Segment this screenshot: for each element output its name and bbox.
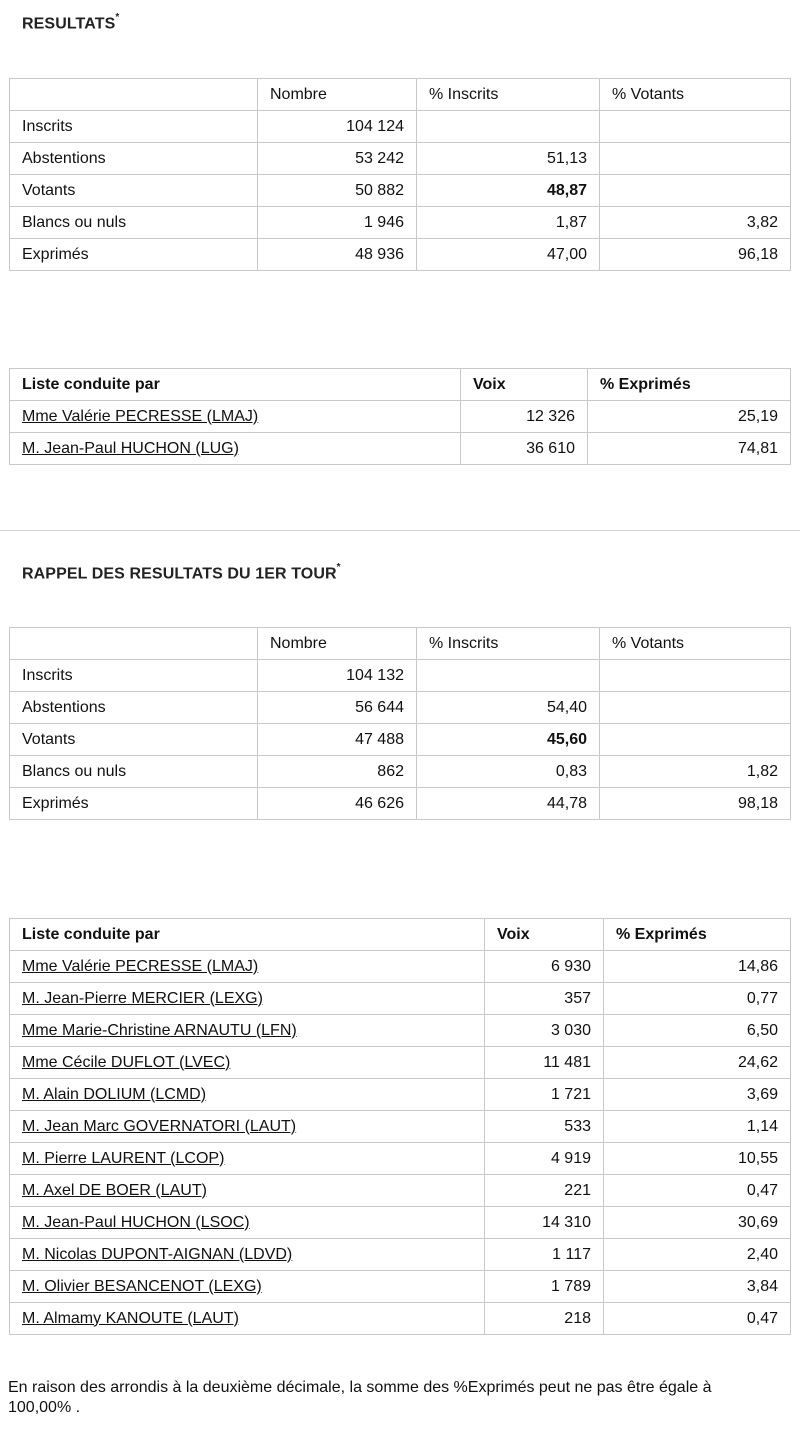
cell-candidate <box>10 1271 485 1303</box>
table-row <box>10 1079 791 1111</box>
lists-table-second-round <box>9 368 791 465</box>
cell-pct-votants: 3,82 <box>600 207 791 239</box>
header-pct-inscrits: % Inscrits <box>417 628 600 660</box>
table-row <box>10 1015 791 1047</box>
cell-pct-inscrits <box>417 111 600 143</box>
cell-voix: 218 <box>485 1303 604 1335</box>
header-voix: Voix <box>461 369 588 401</box>
cell-pct-inscrits <box>417 660 600 692</box>
cell-nombre: 56 644 <box>258 692 417 724</box>
cell-voix: 221 <box>485 1175 604 1207</box>
cell-candidate <box>10 1239 485 1271</box>
table-row <box>10 692 791 724</box>
row-label: Votants <box>10 724 258 756</box>
candidate-link[interactable]: M. Axel DE BOER (LAUT) <box>22 1181 207 1199</box>
cell-pct-exprimes: 10,55 <box>604 1143 791 1175</box>
table-row <box>10 1111 791 1143</box>
cell-candidate <box>10 1143 485 1175</box>
header-liste: Liste conduite par <box>10 919 485 951</box>
row-label: Abstentions <box>10 692 258 724</box>
cell-pct-inscrits: 0,83 <box>417 756 600 788</box>
cell-nombre: 53 242 <box>258 143 417 175</box>
candidate-link[interactable]: M. Pierre LAURENT (LCOP) <box>22 1149 225 1167</box>
table-row <box>10 1175 791 1207</box>
cell-voix: 3 030 <box>485 1015 604 1047</box>
cell-voix: 6 930 <box>485 951 604 983</box>
header-nombre: Nombre <box>258 628 417 660</box>
table-row <box>10 1271 791 1303</box>
table-row <box>10 1207 791 1239</box>
cell-nombre: 48 936 <box>258 239 417 271</box>
cell-pct-exprimes: 6,50 <box>604 1015 791 1047</box>
table-header-row <box>10 79 791 111</box>
cell-pct-exprimes: 25,19 <box>588 401 791 433</box>
cell-pct-inscrits: 48,87 <box>417 175 600 207</box>
table-row <box>10 239 791 271</box>
cell-pct-votants <box>600 692 791 724</box>
cell-voix: 533 <box>485 1111 604 1143</box>
cell-pct-exprimes: 74,81 <box>588 433 791 465</box>
header-pct-exprimes: % Exprimés <box>604 919 791 951</box>
table-row <box>10 111 791 143</box>
table-row <box>10 433 791 465</box>
cell-candidate <box>10 1207 485 1239</box>
cell-pct-votants <box>600 143 791 175</box>
cell-pct-inscrits: 54,40 <box>417 692 600 724</box>
cell-nombre: 104 124 <box>258 111 417 143</box>
candidate-link[interactable]: M. Alain DOLIUM (LCMD) <box>22 1085 207 1103</box>
table-row <box>10 951 791 983</box>
cell-voix: 11 481 <box>485 1047 604 1079</box>
cell-candidate <box>10 1303 485 1335</box>
cell-pct-inscrits: 44,78 <box>417 788 600 820</box>
cell-nombre: 46 626 <box>258 788 417 820</box>
cell-pct-inscrits: 47,00 <box>417 239 600 271</box>
candidate-link[interactable]: M. Jean-Paul HUCHON (LUG) <box>22 439 239 457</box>
cell-candidate <box>10 1015 485 1047</box>
summary-table-first-round <box>9 627 791 820</box>
candidate-link[interactable]: M. Nicolas DUPONT-AIGNAN (LDVD) <box>22 1245 293 1263</box>
section-title-first-round: RAPPEL DES RESULTATS DU 1ER TOUR* <box>22 562 341 583</box>
header-pct-exprimes: % Exprimés <box>588 369 791 401</box>
candidate-link[interactable]: M. Jean-Paul HUCHON (LSOC) <box>22 1213 250 1231</box>
cell-pct-exprimes: 14,86 <box>604 951 791 983</box>
cell-pct-exprimes: 1,14 <box>604 1111 791 1143</box>
table-row <box>10 756 791 788</box>
cell-voix: 12 326 <box>461 401 588 433</box>
candidate-link[interactable]: Mme Valérie PECRESSE (LMAJ) <box>22 407 259 425</box>
cell-pct-votants <box>600 175 791 207</box>
cell-pct-exprimes: 3,84 <box>604 1271 791 1303</box>
cell-nombre: 862 <box>258 756 417 788</box>
cell-nombre: 1 946 <box>258 207 417 239</box>
table-row <box>10 1143 791 1175</box>
header-pct-votants: % Votants <box>600 628 791 660</box>
cell-pct-inscrits: 45,60 <box>417 724 600 756</box>
cell-pct-votants: 98,18 <box>600 788 791 820</box>
cell-pct-exprimes: 0,47 <box>604 1175 791 1207</box>
candidate-link[interactable]: M. Jean Marc GOVERNATORI (LAUT) <box>22 1117 297 1135</box>
row-label: Inscrits <box>10 660 258 692</box>
cell-voix: 1 789 <box>485 1271 604 1303</box>
section-divider <box>0 530 800 531</box>
row-label: Exprimés <box>10 239 258 271</box>
candidate-link[interactable]: M. Almamy KANOUTE (LAUT) <box>22 1309 239 1327</box>
cell-pct-exprimes: 3,69 <box>604 1079 791 1111</box>
table-row <box>10 1239 791 1271</box>
cell-pct-inscrits: 1,87 <box>417 207 600 239</box>
cell-pct-exprimes: 2,40 <box>604 1239 791 1271</box>
table-row <box>10 724 791 756</box>
lists-table-first-round <box>9 918 791 1335</box>
table-row <box>10 207 791 239</box>
table-row <box>10 1303 791 1335</box>
cell-pct-exprimes: 0,77 <box>604 983 791 1015</box>
cell-candidate <box>10 433 461 465</box>
header-pct-inscrits: % Inscrits <box>417 79 600 111</box>
table-row <box>10 983 791 1015</box>
title-asterisk: * <box>115 12 120 23</box>
cell-candidate <box>10 1175 485 1207</box>
table-header-row <box>10 369 791 401</box>
cell-pct-exprimes: 30,69 <box>604 1207 791 1239</box>
table-row <box>10 788 791 820</box>
header-pct-votants: % Votants <box>600 79 791 111</box>
title-asterisk: * <box>336 562 341 573</box>
cell-candidate <box>10 1111 485 1143</box>
header-empty <box>10 79 258 111</box>
candidate-link[interactable]: Mme Cécile DUFLOT (LVEC) <box>22 1053 231 1071</box>
candidate-link[interactable]: Mme Valérie PECRESSE (LMAJ) <box>22 957 259 975</box>
cell-pct-votants <box>600 111 791 143</box>
row-label: Blancs ou nuls <box>10 207 258 239</box>
cell-candidate <box>10 951 485 983</box>
cell-voix: 357 <box>485 983 604 1015</box>
cell-nombre: 50 882 <box>258 175 417 207</box>
cell-voix: 1 117 <box>485 1239 604 1271</box>
cell-voix: 36 610 <box>461 433 588 465</box>
table-row <box>10 660 791 692</box>
header-empty <box>10 628 258 660</box>
cell-pct-exprimes: 0,47 <box>604 1303 791 1335</box>
row-label: Blancs ou nuls <box>10 756 258 788</box>
cell-voix: 1 721 <box>485 1079 604 1111</box>
table-row <box>10 143 791 175</box>
header-liste: Liste conduite par <box>10 369 461 401</box>
header-nombre: Nombre <box>258 79 417 111</box>
row-label: Abstentions <box>10 143 258 175</box>
candidate-link[interactable]: M. Olivier BESANCENOT (LEXG) <box>22 1277 262 1295</box>
cell-pct-exprimes: 24,62 <box>604 1047 791 1079</box>
cell-voix: 4 919 <box>485 1143 604 1175</box>
cell-pct-votants: 1,82 <box>600 756 791 788</box>
cell-candidate <box>10 1047 485 1079</box>
candidate-link[interactable]: Mme Marie-Christine ARNAUTU (LFN) <box>22 1021 297 1039</box>
cell-candidate <box>10 401 461 433</box>
table-row <box>10 175 791 207</box>
table-row <box>10 1047 791 1079</box>
cell-nombre: 104 132 <box>258 660 417 692</box>
cell-candidate <box>10 983 485 1015</box>
table-header-row <box>10 628 791 660</box>
row-label: Votants <box>10 175 258 207</box>
table-row <box>10 401 791 433</box>
cell-pct-votants: 96,18 <box>600 239 791 271</box>
candidate-link[interactable]: M. Jean-Pierre MERCIER (LEXG) <box>22 989 263 1007</box>
rounding-footnote: En raison des arrondis à la deuxième décimale, la somme des %Exprimés peut ne pas être égale à 100,00% . <box>8 1379 712 1416</box>
row-label: Exprimés <box>10 788 258 820</box>
cell-candidate <box>10 1079 485 1111</box>
summary-table-second-round <box>9 78 791 271</box>
cell-pct-inscrits: 51,13 <box>417 143 600 175</box>
cell-nombre: 47 488 <box>258 724 417 756</box>
table-header-row <box>10 919 791 951</box>
row-label: Inscrits <box>10 111 258 143</box>
cell-pct-votants <box>600 660 791 692</box>
cell-voix: 14 310 <box>485 1207 604 1239</box>
header-voix: Voix <box>485 919 604 951</box>
section-title-resultats: RESULTATS* <box>22 12 120 33</box>
cell-pct-votants <box>600 724 791 756</box>
